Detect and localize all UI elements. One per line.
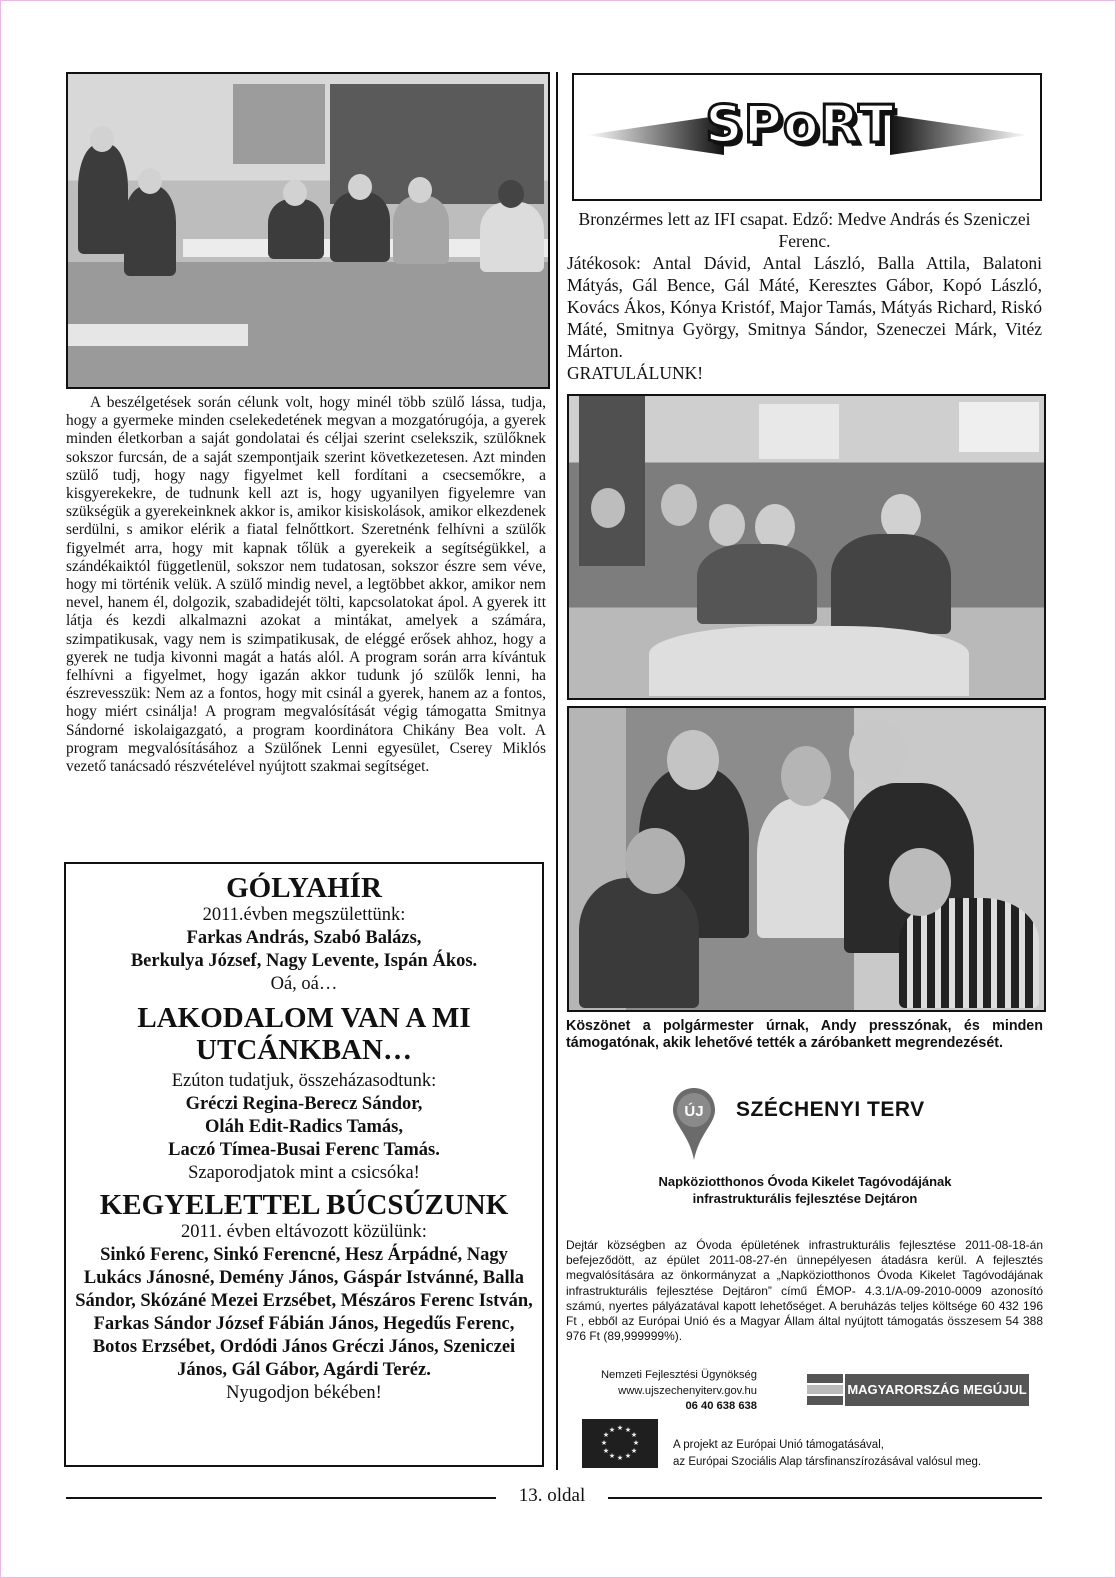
- person: [78, 144, 128, 254]
- svg-text:★: ★: [608, 1426, 616, 1434]
- person-head: [348, 174, 372, 200]
- article-paragraph: A beszélgetések során célunk volt, hogy minél több szülő lássa, tudja, hogy a gyermeke minden cselekedetének megvan a mozgatórugója, a gyerek minden életkorban a saját gondolatai és céljai szerint cselekszik, szülőknek sokszor furcsán, de a saját szempontjaik szerint következetesen. Azt minden szülő tudj, hogy nagy figyelmet kell fordítani a csecsemőkre, a kisgyerekekre, de tudnunk kell azt is, hogy ugyanilyen figyelemre van szükségük a gyerekeinknek akkor is, amikor kisiskolások, amikor elkezdenek serdülni, s amikor elérik a fiatal felnőttkort. Szeretnénk felhívni a szülők figyelmét arra, hogy mit kapnak tőlük a gyerekeik a segítségükkel, a szándékaiktól függetlenül, sokszor nem tudatosan, sokszor észre sem véve, hogy mi történik velük. A szülő mindig nevel, a legtöbbet akkor, amikor nem nevel, hanem él, dolgozik, szabadidejét tölti, kapcsolatokat ápol. A gyerek itt látja és kezdi alkalmazni azokat a mintákat, amelyek a számára, szimpatikusak, vagy nem is szimpatikusak, de eléggé erősek ahhoz, hogy a gyerek ne tudja kivonni magát a hatás alól. A program során arra kívántuk felhívni a figyelmet, hogy igazán akkor tudunk jó szülők lenni, ha észrevesszük: Nem az a fontos, hogy mit csinál a gyerek, hanem az a fontos, hogy miért csinálja! A program megvalósítását végig támogatta Smitnya Sándorné iskolaigazgató, a program koordinátora Chikány Bea volt. A program megvalósításához a Szülőnek Lenni egyesület, Cserey Miklós vezető tanácsadó részvételével nyújtott szakmai segítséget.: [66, 394, 546, 776]
- team-result: Bronzérmes lett az IFI csapat. Edző: Medve András és Szeniczei Ferenc.: [578, 209, 1031, 251]
- project-title-line: Napköziotthonos Óvoda Kikelet Tagóvodájának: [658, 1174, 952, 1189]
- farewell-intro: 2011. évben eltávozott közülünk:: [181, 1222, 427, 1242]
- cooks-photo: [567, 706, 1046, 1012]
- footer-rule: [66, 1497, 496, 1499]
- picture-board: [233, 84, 325, 164]
- person: [757, 798, 857, 938]
- svg-text:★: ★: [630, 1447, 638, 1455]
- column-divider: [556, 72, 558, 1470]
- person: [697, 544, 817, 624]
- svg-text:★: ★: [624, 1452, 632, 1460]
- sport-caption: [567, 208, 1042, 384]
- person-head: [781, 746, 831, 806]
- svg-text:★: ★: [602, 1431, 610, 1439]
- golyahir-intro: 2011.évben megszülettünk:: [202, 905, 406, 925]
- farewell-names: Sinkó Ferenc, Sinkó Ferencné, Hesz Árpádné, Nagy Lukács Jánosné, Demény János, Gáspár Istvánné, Balla Sándor, Skózáné Mezei Erzsébet, Mészáros Ferenc István, Farkas Sándor József Fábián János, Hegedűs Ferenc, Botos Erzsébet, Ordódi János Gréczi János, Szeniczei János, Gál Gábor, Agárdi Teréz.: [75, 1245, 533, 1380]
- person-head: [90, 126, 114, 152]
- person-head: [138, 168, 162, 194]
- wedding-outro: Szaporodjatok mint a csicsóka!: [188, 1163, 420, 1183]
- sport-title: SPoRT: [705, 95, 895, 155]
- farewell-title: KEGYELETTEL BÚCSÚZUNK: [99, 1189, 509, 1221]
- project-title-line: infrastrukturális fejlesztése Dejtáron: [692, 1191, 918, 1206]
- szechenyi-title: SZÉCHENYI TERV: [736, 1098, 925, 1121]
- location-pin-icon: [671, 1086, 717, 1162]
- wedding-couple: Laczó Tímea-Busai Ferenc Tamás.: [168, 1140, 440, 1160]
- footer-rule: [608, 1497, 1042, 1499]
- person: [480, 202, 544, 272]
- team-dinner-photo: [567, 394, 1046, 700]
- person-head: [661, 484, 697, 526]
- eu-line: A projekt az Európai Unió támogatásával,: [673, 1439, 884, 1451]
- person-head: [849, 720, 907, 786]
- wedding-intro: Ezúton tudatjuk, összeházasodtunk:: [171, 1071, 437, 1091]
- person-head: [498, 180, 524, 208]
- svg-text:★: ★: [632, 1439, 640, 1447]
- person: [330, 192, 390, 262]
- wedding-couple: Oláh Edit-Radics Tamás,: [205, 1117, 403, 1137]
- table: [649, 626, 969, 696]
- agency-contact: [582, 1368, 757, 1415]
- eu-flag-icon: [582, 1419, 658, 1468]
- person: [579, 878, 699, 1008]
- svg-text:★: ★: [616, 1454, 624, 1462]
- golyahir-title: GÓLYAHÍR: [226, 872, 382, 904]
- golyahir-outro: Oá, oá…: [270, 974, 338, 994]
- congrats: GRATULÁLUNK!: [567, 363, 704, 383]
- mm-logo-text: MAGYARORSZÁG MEGÚJUL: [845, 1374, 1029, 1406]
- classroom-photo: [66, 72, 550, 389]
- wedding-title: LAKODALOM VAN A MI UTCÁNKBAN…: [137, 1002, 471, 1066]
- person-head: [667, 730, 719, 790]
- svg-text:★: ★: [600, 1439, 608, 1447]
- agency-name: Nemzeti Fejlesztési Ügynökség: [600, 1369, 757, 1381]
- golyahir-names: Farkas András, Szabó Balázs,: [186, 928, 422, 948]
- window: [959, 402, 1039, 452]
- person: [831, 534, 951, 634]
- agency-phone: 06 40 638 638: [685, 1400, 757, 1412]
- players-list: Játékosok: Antal Dávid, Antal László, Balla Attila, Balatoni Mátyás, Gál Bence, Gál Máté, Keresztes Gábor, Kopó László, Kovács Ákos, Kónya Kristóf, Major Tamás, Mátyás Richard, Riskó Máté, Smitnya György, Smitnya Sándor, Szeneczei Márk, Vitéz Márton.: [567, 253, 1042, 361]
- thanks-note: Köszönet a polgármester úrnak, Andy presszónak, és minden támogatónak, akik lehetővé tették a záróbankett megrendezését.: [566, 1018, 1043, 1051]
- desk: [68, 324, 248, 346]
- svg-text:★: ★: [602, 1447, 610, 1455]
- svg-text:★: ★: [608, 1452, 616, 1460]
- person-head: [408, 177, 432, 203]
- person: [268, 199, 324, 259]
- project-title: [610, 1173, 1000, 1207]
- window: [759, 404, 839, 459]
- person-head: [709, 504, 745, 546]
- person: [124, 186, 176, 276]
- golyahir-names: Berkulya József, Nagy Levente, Ispán Ákos.: [130, 951, 478, 971]
- page-number: 13. oldal: [518, 1485, 586, 1506]
- magyarorszag-megujul-logo: [807, 1374, 1029, 1406]
- svg-text:★: ★: [630, 1431, 638, 1439]
- sport-banner: [572, 73, 1042, 201]
- eu-funding-note: [673, 1437, 981, 1471]
- eu-line: az Európai Szociális Alap társfinanszírozásával valósul meg.: [673, 1456, 982, 1468]
- flag-stripes: [807, 1374, 843, 1406]
- person-head: [283, 180, 307, 206]
- project-description: Dejtár községben az Óvoda épületének infrastrukturális fejlesztése 2011-08-18-án befejeződött, az épület 2011-08-27-én ünnepélyesen átadásra kerül. A fejlesztés megvalósítására az önkormányzat a „Napköziotthonos Óvoda Kikelet Tagóvodájának infrastrukturális fejlesztése Dejtáron” című ÉMOP- 4.3.1/A-09-2010-0009 azonosító számú, nyertes pályázatával kapott lehetőséget. A beruházás teljes költsége 60 432 196 Ft , ebből az Európai Unió és a Magyar Állam által nyújtott támogatás összesem 54 388 976 Ft (89,999999%).: [566, 1238, 1043, 1344]
- svg-text:★: ★: [624, 1426, 632, 1434]
- notice-box: [64, 862, 544, 1467]
- person: [393, 196, 449, 264]
- farewell-outro: Nyugodjon békében!: [226, 1383, 382, 1403]
- svg-text:★: ★: [616, 1424, 624, 1432]
- pin-label: ÚJ: [684, 1103, 704, 1120]
- wedding-couple: Gréczi Regina-Berecz Sándor,: [185, 1094, 423, 1114]
- person-head: [625, 828, 685, 894]
- door: [579, 396, 645, 566]
- agency-web: www.ujszechenyiterv.gov.hu: [618, 1384, 757, 1397]
- person-head: [889, 848, 951, 916]
- person-head: [591, 488, 625, 528]
